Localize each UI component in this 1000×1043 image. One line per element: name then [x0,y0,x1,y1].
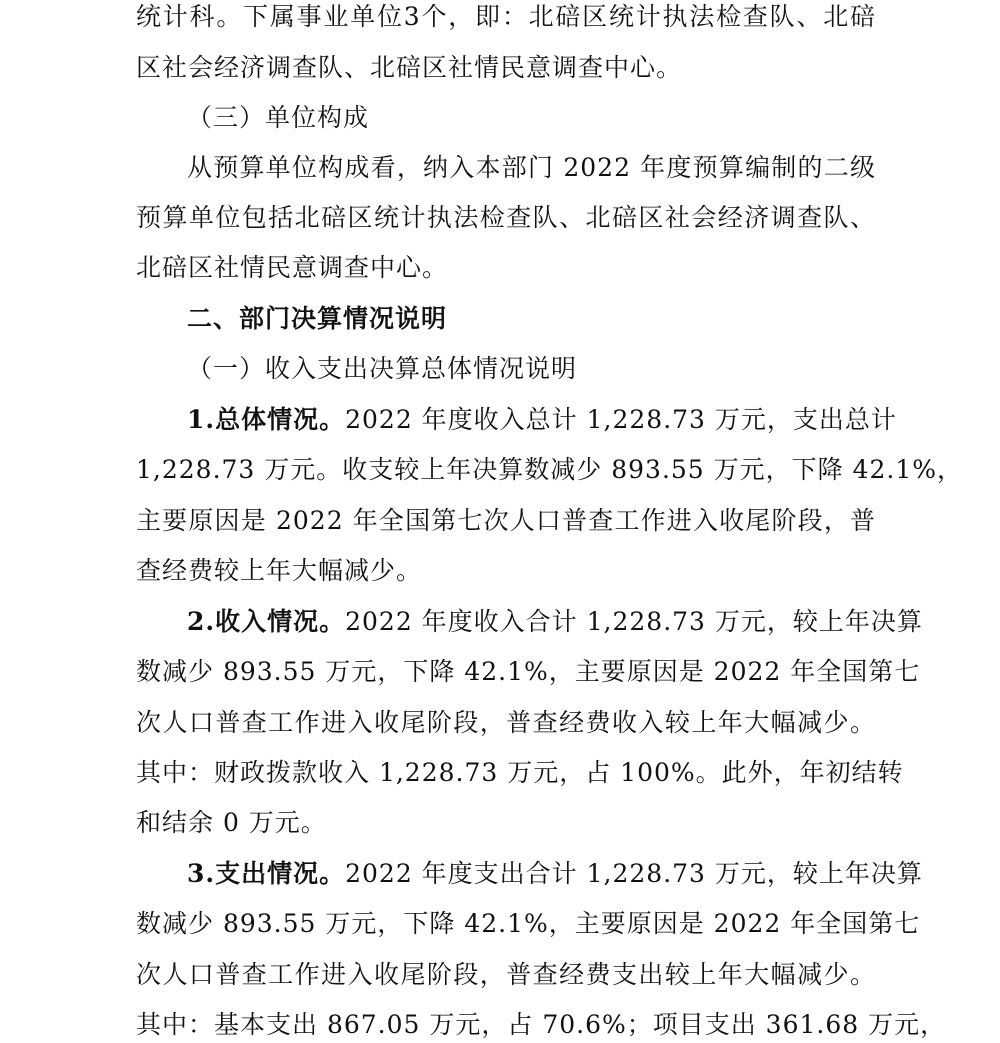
paragraph-text: 2022 年度收入合计 1,228.73 万元，较上年决算 [345,607,923,636]
paragraph-line: 次人口普查工作进入收尾阶段，普查经费支出较上年大幅减少。 [136,960,876,989]
paragraph-lead: 3.支出情况。 [187,859,346,888]
paragraph-line: 其中：基本支出 867.05 万元，占 70.6%；项目支出 361.68 万元， [136,1010,947,1039]
paragraph-lead: 2.收入情况。 [187,607,346,636]
paragraph-line: 统计科。下属事业单位3个，即：北碚区统计执法检查队、北碚 [136,2,876,31]
paragraph-line: 区社会经济调查队、北碚区社情民意调查中心。 [136,53,683,82]
paragraph-line [187,403,897,437]
paragraph-line: 次人口普查工作进入收尾阶段，普查经费收入较上年大幅减少。 [136,708,876,737]
paragraph-line [187,605,923,639]
paragraph-line: 数减少 893.55 万元，下降 42.1%，主要原因是 2022 年全国第七 [136,657,921,686]
paragraph-lead: 1.总体情况。 [187,405,346,434]
paragraph-text: 2022 年度支出合计 1,228.73 万元，较上年决算 [345,859,923,888]
paragraph-line [187,857,923,891]
paragraph-line: 查经费较上年大幅减少。 [136,556,423,585]
paragraph-line: 主要原因是 2022 年全国第七次人口普查工作进入收尾阶段，普 [136,506,876,535]
paragraph-line: 其中：财政拨款收入 1,228.73 万元，占 100%。此外，年初结转 [136,758,904,787]
subsection-heading: （三）单位构成 [187,103,370,132]
paragraph-line: 数减少 893.55 万元，下降 42.1%，主要原因是 2022 年全国第七 [136,909,921,938]
paragraph-text: 2022 年度收入总计 1,228.73 万元，支出总计 [345,405,897,434]
paragraph-line: 1,228.73 万元。收支较上年决算数减少 893.55 万元，下降 42.1%， [136,455,964,484]
paragraph-line: 北碚区社情民意调查中心。 [136,253,449,282]
section-heading: 二、部门决算情况说明 [187,304,448,333]
paragraph-line: 和结余 0 万元。 [136,808,327,837]
paragraph-line: 预算单位包括北碚区统计执法检查队、北碚区社会经济调查队、 [136,203,876,232]
subsection-heading: （一）收入支出决算总体情况说明 [187,354,578,383]
paragraph-line: 从预算单位构成看，纳入本部门 2022 年度预算编制的二级 [187,153,876,182]
